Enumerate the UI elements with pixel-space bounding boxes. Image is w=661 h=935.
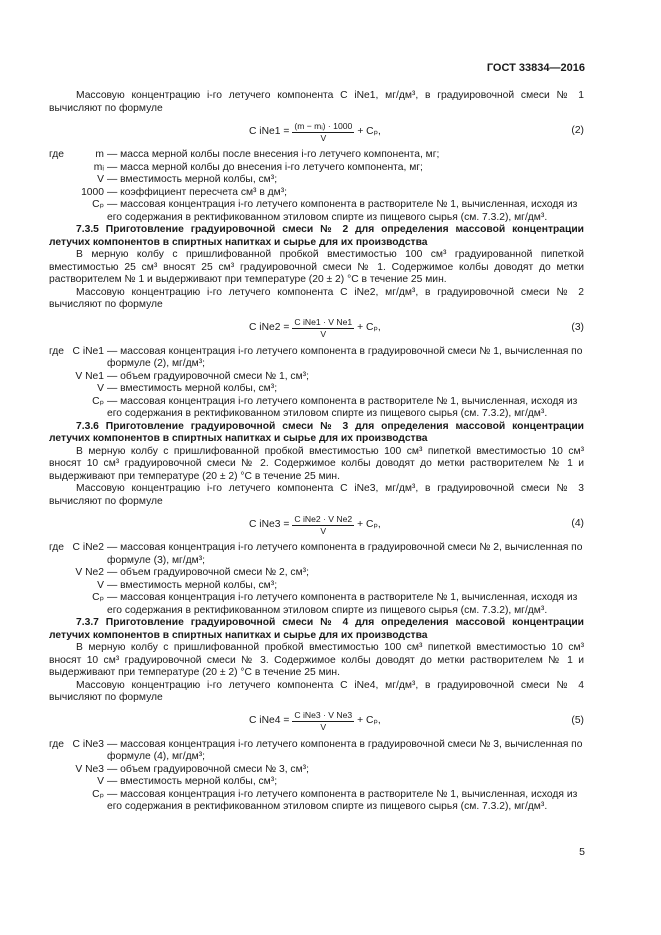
definition-label: [49, 776, 107, 789]
formula-fraction: [292, 514, 354, 537]
formula-lhs: C iNe2 =: [249, 322, 290, 334]
definition-item: [49, 764, 584, 777]
definition-symbol: Cₚ: [92, 788, 104, 800]
formula-number: (5): [571, 714, 584, 726]
document-header: ГОСТ 33834—2016: [486, 62, 585, 74]
formula: [49, 707, 584, 737]
definition-where: [49, 592, 71, 617]
formula: [49, 510, 584, 540]
formula-denominator: V: [320, 722, 327, 732]
definition-symbol: C iNe1: [72, 345, 104, 357]
formula-tail: + Cₚ,: [357, 322, 381, 334]
definition-item: [49, 396, 584, 421]
definition-item: [49, 567, 584, 580]
formula-number: (2): [571, 125, 584, 136]
paragraph: В мерную колбу с пришлифованной пробкой вместимостью 100 см³ градуированной пипеткой вместимостью 25 см³ вносят 25 см³ градуировочной смеси № 1. Содержимое колбы доводят до метки растворителем № 1 и выдерживают при температуре (20 ± 2) °С в течение 25 мин.: [49, 249, 584, 285]
definition-label: [49, 149, 107, 162]
definition-item: [49, 199, 584, 224]
section-heading: 7.3.5 Приготовление градуировочной смеси № 2 для определения массовой концентрации летучих компонентов в спиртных напитках и сырье для их производства: [49, 224, 584, 248]
definition-label: [49, 789, 107, 814]
definition-item: [49, 383, 584, 396]
definition-item: [49, 580, 584, 593]
definition-symbol: V Ne3: [75, 763, 104, 775]
page-content: [49, 90, 584, 814]
paragraph: Массовую концентрацию i-го летучего компонента C iNe4, мг/дм³, в градуировочной смеси № 4 вычисляют по формуле: [49, 679, 584, 703]
definition-symbol: V: [97, 383, 104, 394]
definition-label: [49, 764, 107, 777]
formula-lhs: C iNe3 =: [249, 518, 290, 530]
definition-label: [49, 396, 107, 421]
formula-numerator: (m − mᵢ) · 1000: [294, 120, 353, 131]
definition-text: — объем градуировочной смеси № 3, см³;: [107, 763, 309, 775]
definition-text: — объем градуировочной смеси № 2, см³;: [107, 567, 309, 578]
definition-text: — вместимость мерной колбы, см³;: [107, 579, 278, 591]
definition-label: [49, 567, 107, 580]
definition-item: [49, 739, 584, 764]
definition-where: где: [49, 542, 65, 553]
definition-text: — массовая концентрация i-го летучего компонента в растворителе № 1, вычисленная, исходя из его содержания в ректификованном этиловом спирте из пищевого сырья (см. 7.3.2), мг/дм³.: [107, 199, 578, 223]
definition-label: [49, 174, 107, 187]
definition-text: — вместимость мерной колбы, см³;: [107, 776, 278, 787]
definition-where: [49, 162, 71, 175]
definition-item: [49, 174, 584, 187]
definition-symbol: V Ne1: [75, 370, 104, 382]
formula: [49, 314, 584, 344]
definition-symbol: C iNe3: [72, 738, 104, 750]
definition-item: [49, 149, 584, 162]
formula-body: [249, 510, 381, 540]
definition-list: [49, 739, 584, 814]
definition-text: — массовая концентрация i-го летучего компонента в растворителе № 1, вычисленная, исходя из его содержания в ректификованном этиловом спирте из пищевого сырья (см. 7.3.2), мг/дм³.: [107, 395, 578, 419]
definition-label: [49, 580, 107, 593]
definition-text: — массовая концентрация i-го летучего компонента в градуировочной смеси № 1, вычисленная по формуле (2), мг/дм³;: [107, 345, 583, 369]
definition-item: [49, 776, 584, 789]
formula-denominator: V: [320, 329, 327, 339]
definition-symbol: mᵢ: [93, 161, 104, 173]
definition-text: — массовая концентрация i-го летучего компонента в растворителе № 1, вычисленная, исходя из его содержания в ректификованном этиловом спирте из пищевого сырья (см. 7.3.2), мг/дм³.: [107, 592, 578, 616]
formula-numerator: C iNe1 · V Ne1: [294, 317, 353, 327]
definition-text: — вместимость мерной колбы, см³;: [107, 174, 278, 185]
definition-item: [49, 162, 584, 175]
definition-where: [49, 174, 71, 187]
definition-label: [49, 542, 107, 567]
definition-text: — массовая концентрация i-го летучего компонента в градуировочной смеси № 2, вычисленная по формуле (3), мг/дм³;: [107, 542, 583, 566]
definition-where: где: [49, 738, 65, 750]
definition-item: [49, 789, 584, 814]
definition-text: — масса мерной колбы после внесения i-го летучего компонента, мг;: [107, 149, 440, 160]
definition-item: [49, 346, 584, 371]
definition-text: — вместимость мерной колбы, см³;: [107, 383, 278, 394]
formula-number: (4): [571, 518, 584, 529]
formula: [49, 117, 584, 147]
definition-where: где: [49, 345, 65, 357]
definition-text: — объем градуировочной смеси № 1, см³;: [107, 370, 309, 382]
definition-symbol: V Ne2: [75, 567, 104, 578]
definition-where: [49, 371, 71, 384]
definition-symbol: m: [95, 149, 104, 160]
formula-fraction: [292, 121, 354, 144]
formula-tail: + Cₚ,: [357, 715, 381, 727]
formula-tail: + Cₚ,: [357, 518, 381, 530]
definition-symbol: V: [97, 174, 104, 185]
definition-item: [49, 187, 584, 200]
definition-where: [49, 396, 71, 421]
formula-body: [249, 314, 381, 344]
paragraph: В мерную колбу с пришлифованной пробкой вместимостью 100 см³ пипеткой вместимостью 10 см³ вносят 10 см³ градуировочной смеси № 3. Содержимое колбы доводят до метки растворителем № 1 и выдерживают при температуре (20 ± 2) °С в течение 25 мин.: [49, 642, 584, 678]
definition-where: [49, 764, 71, 777]
formula-lhs: C iNe1 =: [249, 125, 290, 137]
definition-where: [49, 789, 71, 814]
definition-where: [49, 776, 71, 789]
formula-numerator: C iNe2 · V Ne2: [294, 513, 353, 524]
definition-where: [49, 187, 71, 200]
formula-lhs: C iNe4 =: [249, 715, 290, 727]
definition-text: — массовая концентрация i-го летучего компонента в градуировочной смеси № 3, вычисленная по формуле (4), мг/дм³;: [107, 738, 583, 762]
definition-item: [49, 592, 584, 617]
definition-text: — массовая концентрация i-го летучего компонента в растворителе № 1, вычисленная, исходя из его содержания в ректификованном этиловом спирте из пищевого сырья (см. 7.3.2), мг/дм³.: [107, 788, 578, 812]
definition-text: — масса мерной колбы до внесения i-го летучего компонента, мг;: [107, 161, 423, 173]
definition-symbol: V: [97, 776, 104, 787]
paragraph: Массовую концентрацию i-го летучего компонента C iNe3, мг/дм³, в градуировочной смеси № 3 вычисляют по формуле: [49, 483, 584, 507]
definition-item: [49, 542, 584, 567]
paragraph: Массовую концентрацию i-го летучего компонента C iNe1, мг/дм³, в градуировочной смеси № 1 вычисляют по формуле: [49, 90, 584, 114]
definition-symbol: Cₚ: [92, 199, 104, 210]
definition-symbol: 1000: [81, 186, 104, 198]
section-heading: 7.3.7 Приготовление градуировочной смеси № 4 для определения массовой концентрации летучих компонентов в спиртных напитках и сырье для их производства: [49, 617, 584, 641]
definition-symbol: Cₚ: [92, 395, 104, 407]
formula-denominator: V: [320, 132, 327, 143]
definition-list: [49, 346, 584, 421]
definition-where: [49, 580, 71, 593]
definition-where: где: [49, 149, 65, 160]
formula-fraction: [292, 317, 354, 340]
definition-text: — коэффициент пересчета см³ в дм³;: [107, 186, 288, 198]
definition-symbol: Cₚ: [92, 592, 104, 603]
definition-label: [49, 739, 107, 764]
definition-list: [49, 149, 584, 224]
formula-number: (3): [571, 321, 584, 333]
definition-label: [49, 199, 107, 224]
page-number: 5: [579, 846, 585, 858]
definition-label: [49, 162, 107, 175]
definition-label: [49, 383, 107, 396]
definition-where: [49, 199, 71, 224]
formula-fraction: [292, 710, 354, 733]
formula-body: [249, 117, 381, 147]
formula-tail: + Cₚ,: [357, 125, 381, 137]
definition-symbol: C iNe2: [72, 542, 104, 553]
definition-item: [49, 371, 584, 384]
formula-denominator: V: [320, 525, 327, 536]
definition-where: [49, 567, 71, 580]
definition-symbol: V: [97, 579, 104, 591]
paragraph: В мерную колбу с пришлифованной пробкой вместимостью 100 см³ пипеткой вместимостью 10 см³ вносят 10 см³ градуировочной смеси № 2. Содержимое колбы доводят до метки растворителем № 1 и выдерживают при температуре (20 ± 2) °С в течение 25 мин.: [49, 445, 584, 482]
definition-where: [49, 383, 71, 396]
definition-label: [49, 371, 107, 384]
definition-label: [49, 346, 107, 371]
definition-label: [49, 187, 107, 200]
definition-label: [49, 592, 107, 617]
definition-list: [49, 542, 584, 617]
paragraph: Массовую концентрацию i-го летучего компонента C iNe2, мг/дм³, в градуировочной смеси № 2 вычисляют по формуле: [49, 286, 584, 310]
section-heading: 7.3.6 Приготовление градуировочной смеси № 3 для определения массовой концентрации летучих компонентов в спиртных напитках и сырье для их производства: [49, 420, 584, 444]
formula-body: [249, 707, 381, 737]
formula-numerator: C iNe3 · V Ne3: [294, 710, 353, 720]
